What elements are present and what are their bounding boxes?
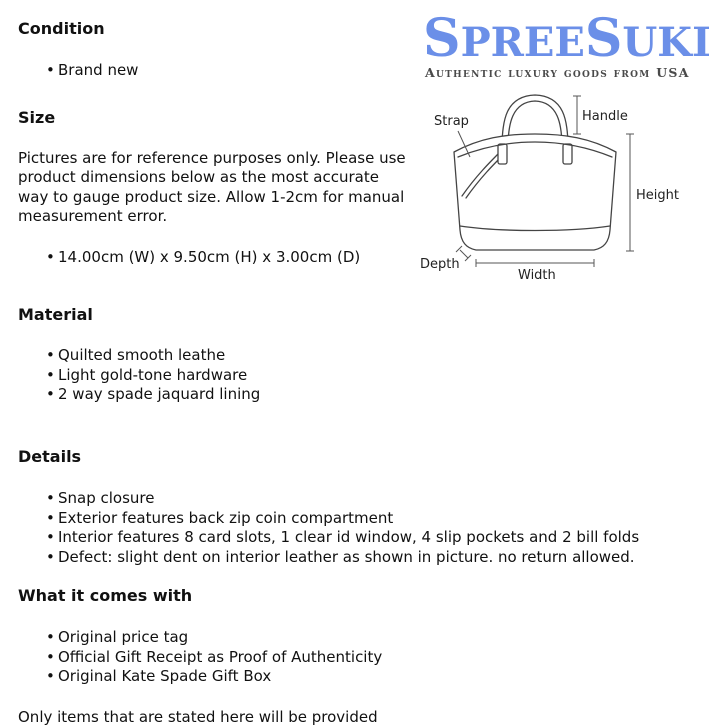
depth-dimension-line (460, 250, 468, 258)
condition-heading: Condition (18, 19, 105, 38)
comes-with-list (46, 628, 382, 687)
list-item: • 2 way spade jaquard lining (46, 385, 260, 405)
list-item: • Official Gift Receipt as Proof of Authenticity (46, 648, 382, 668)
size-list (46, 248, 360, 268)
bag-tab-right (563, 144, 572, 164)
list-item: • Interior features 8 card slots, 1 clear id window, 4 slip pockets and 2 bill folds (46, 528, 639, 548)
bag-body (454, 134, 616, 250)
condition-list (46, 61, 138, 81)
list-item: • 14.00cm (W) x 9.50cm (H) x 3.00cm (D) (46, 248, 360, 268)
brand-logo-initial: S (584, 8, 623, 69)
details-heading: Details (18, 447, 82, 466)
list-item: • Defect: slight dent on interior leather as shown in picture. no return allowed. (46, 548, 639, 568)
list-item: • Light gold-tone hardware (46, 366, 260, 386)
bag-dimension-diagram (415, 88, 720, 288)
size-heading: Size (18, 108, 56, 127)
material-list (46, 346, 260, 405)
list-item: • Quilted smooth leathe (46, 346, 260, 366)
bag-tab-left (498, 144, 507, 164)
brand-tagline: Authentic luxury goods from USA (425, 65, 690, 80)
brand-logo-initial: S (423, 8, 461, 69)
list-item: • Original Kate Spade Gift Box (46, 667, 382, 687)
list-item: • Snap closure (46, 489, 639, 509)
height-label: Height (636, 188, 679, 203)
material-heading: Material (18, 305, 93, 324)
list-item: • Original price tag (46, 628, 382, 648)
handle-label: Handle (582, 109, 628, 124)
size-paragraph: Pictures are for reference purposes only. Please use product dimensions below as the most accurate way to gauge product size. Allow 1-2cm for manual measurement error. (18, 149, 406, 225)
footer-note: Only items that are stated here will be provided (18, 708, 378, 726)
width-label: Width (518, 268, 556, 283)
brand-logo-text: PREE (460, 19, 585, 66)
depth-label: Depth (420, 257, 460, 272)
comes-with-heading: What it comes with (18, 586, 193, 605)
brand-logo-text: UKI (622, 19, 711, 66)
strap-label: Strap (434, 114, 469, 129)
list-item: • Brand new (46, 61, 138, 81)
details-list (46, 489, 639, 567)
list-item: • Exterior features back zip coin compartment (46, 509, 639, 529)
